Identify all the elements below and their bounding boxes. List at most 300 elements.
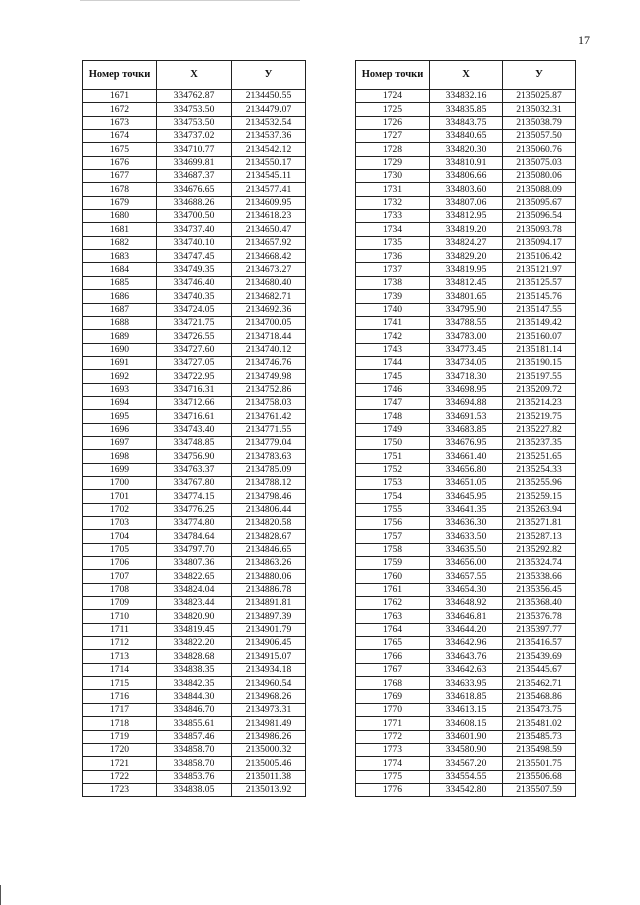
table-row — [83, 730, 306, 743]
cell-y: 2134577.41 — [232, 183, 306, 196]
cell-point-number: 1731 — [356, 183, 430, 196]
cell-y: 2134537.36 — [232, 130, 306, 143]
cell-x: 334661.40 — [430, 450, 503, 463]
cell-x: 334727.05 — [157, 356, 232, 369]
table-row — [356, 263, 576, 276]
cell-x: 334683.85 — [430, 423, 503, 436]
cell-x: 334753.50 — [157, 103, 232, 116]
coordinates-table-right — [355, 60, 576, 797]
cell-y: 2134532.54 — [232, 116, 306, 129]
cell-point-number: 1717 — [83, 703, 157, 716]
cell-point-number: 1737 — [356, 263, 430, 276]
cell-point-number: 1709 — [83, 597, 157, 610]
table-row — [356, 276, 576, 289]
cell-point-number: 1769 — [356, 690, 430, 703]
cell-point-number: 1699 — [83, 463, 157, 476]
cell-x: 334743.40 — [157, 423, 232, 436]
cell-x: 334855.61 — [157, 717, 232, 730]
cell-point-number: 1736 — [356, 250, 430, 263]
table-row — [356, 490, 576, 503]
cell-x: 334810.91 — [430, 156, 503, 169]
table-row — [83, 370, 306, 383]
table-row — [356, 503, 576, 516]
cell-point-number: 1750 — [356, 436, 430, 449]
header-y: У — [503, 61, 576, 90]
cell-y: 2135259.15 — [503, 490, 576, 503]
cell-point-number: 1725 — [356, 103, 430, 116]
cell-x: 334633.95 — [430, 677, 503, 690]
cell-y: 2134682.71 — [232, 290, 306, 303]
cell-point-number: 1765 — [356, 637, 430, 650]
cell-y: 2134783.63 — [232, 450, 306, 463]
cell-x: 334812.95 — [430, 210, 503, 223]
cell-point-number: 1676 — [83, 156, 157, 169]
cell-point-number: 1708 — [83, 583, 157, 596]
cell-x: 334807.36 — [157, 557, 232, 570]
cell-point-number: 1776 — [356, 783, 430, 796]
cell-point-number: 1675 — [83, 143, 157, 156]
cell-y: 2135160.07 — [503, 330, 576, 343]
cell-point-number: 1679 — [83, 196, 157, 209]
cell-x: 334542.80 — [430, 783, 503, 796]
cell-x: 334819.45 — [157, 623, 232, 636]
cell-x: 334698.95 — [430, 383, 503, 396]
cell-point-number: 1754 — [356, 490, 430, 503]
cell-y: 2135324.74 — [503, 557, 576, 570]
table-row — [83, 396, 306, 409]
cell-y: 2135237.35 — [503, 436, 576, 449]
table-row — [356, 757, 576, 770]
table-row — [356, 183, 576, 196]
cell-y: 2134788.12 — [232, 476, 306, 489]
table-row — [83, 690, 306, 703]
cell-y: 2134828.67 — [232, 530, 306, 543]
table-row — [83, 156, 306, 169]
cell-x: 334820.30 — [430, 143, 503, 156]
cell-point-number: 1692 — [83, 370, 157, 383]
cell-y: 2135462.71 — [503, 677, 576, 690]
cell-y: 2135287.13 — [503, 530, 576, 543]
cell-point-number: 1694 — [83, 396, 157, 409]
cell-x: 334838.05 — [157, 783, 232, 796]
cell-x: 334840.65 — [430, 130, 503, 143]
table-header-row — [356, 61, 576, 90]
table-row — [83, 303, 306, 316]
table-row — [83, 650, 306, 663]
cell-x: 334712.66 — [157, 396, 232, 409]
cell-point-number: 1760 — [356, 570, 430, 583]
table-row — [83, 503, 306, 516]
cell-point-number: 1712 — [83, 637, 157, 650]
table-row — [356, 623, 576, 636]
cell-y: 2134550.17 — [232, 156, 306, 169]
cell-point-number: 1745 — [356, 370, 430, 383]
cell-point-number: 1720 — [83, 743, 157, 756]
cell-y: 2134650.47 — [232, 223, 306, 236]
cell-x: 334828.68 — [157, 650, 232, 663]
table-row — [356, 517, 576, 530]
cell-x: 334613.15 — [430, 703, 503, 716]
cell-y: 2135376.78 — [503, 610, 576, 623]
cell-x: 334749.35 — [157, 263, 232, 276]
cell-x: 334823.44 — [157, 597, 232, 610]
cell-y: 2134785.09 — [232, 463, 306, 476]
cell-point-number: 1707 — [83, 570, 157, 583]
table-row — [83, 530, 306, 543]
table-row — [356, 356, 576, 369]
table-row — [356, 557, 576, 570]
cell-point-number: 1748 — [356, 410, 430, 423]
cell-y: 2134542.12 — [232, 143, 306, 156]
table-row — [356, 770, 576, 783]
cell-x: 334838.35 — [157, 663, 232, 676]
cell-x: 334819.95 — [430, 263, 503, 276]
cell-y: 2134771.55 — [232, 423, 306, 436]
table-row — [356, 236, 576, 249]
cell-point-number: 1681 — [83, 223, 157, 236]
cell-y: 2135397.77 — [503, 623, 576, 636]
cell-y: 2134545.11 — [232, 170, 306, 183]
cell-y: 2134986.26 — [232, 730, 306, 743]
cell-y: 2134657.92 — [232, 236, 306, 249]
table-row — [83, 583, 306, 596]
table-row — [356, 156, 576, 169]
table-row — [83, 770, 306, 783]
cell-point-number: 1758 — [356, 543, 430, 556]
cell-y: 2135094.17 — [503, 236, 576, 249]
cell-y: 2135356.45 — [503, 583, 576, 596]
cell-point-number: 1746 — [356, 383, 430, 396]
cell-x: 334835.85 — [430, 103, 503, 116]
cell-point-number: 1775 — [356, 770, 430, 783]
cell-x: 334806.66 — [430, 170, 503, 183]
table-header-row — [83, 61, 306, 90]
table-row — [83, 450, 306, 463]
cell-x: 334753.50 — [157, 116, 232, 129]
cell-point-number: 1764 — [356, 623, 430, 636]
table-row — [356, 90, 576, 103]
cell-x: 334635.50 — [430, 543, 503, 556]
table-row — [356, 597, 576, 610]
table-row — [356, 103, 576, 116]
cell-x: 334699.81 — [157, 156, 232, 169]
cell-x: 334807.06 — [430, 196, 503, 209]
cell-y: 2134740.12 — [232, 343, 306, 356]
cell-x: 334642.96 — [430, 637, 503, 650]
cell-x: 334601.90 — [430, 730, 503, 743]
cell-x: 334774.80 — [157, 517, 232, 530]
cell-point-number: 1702 — [83, 503, 157, 516]
cell-x: 334656.00 — [430, 557, 503, 570]
cell-y: 2134981.49 — [232, 717, 306, 730]
cell-point-number: 1691 — [83, 356, 157, 369]
cell-x: 334853.76 — [157, 770, 232, 783]
cell-point-number: 1756 — [356, 517, 430, 530]
table-row — [83, 410, 306, 423]
cell-x: 334843.75 — [430, 116, 503, 129]
cell-y: 2134846.65 — [232, 543, 306, 556]
cell-point-number: 1684 — [83, 263, 157, 276]
cell-point-number: 1719 — [83, 730, 157, 743]
cell-y: 2135507.59 — [503, 783, 576, 796]
cell-x: 334608.15 — [430, 717, 503, 730]
cell-y: 2135096.54 — [503, 210, 576, 223]
cell-x: 334740.10 — [157, 236, 232, 249]
cell-y: 2135080.06 — [503, 170, 576, 183]
cell-x: 334676.95 — [430, 436, 503, 449]
table-row — [356, 436, 576, 449]
cell-point-number: 1689 — [83, 330, 157, 343]
cell-point-number: 1722 — [83, 770, 157, 783]
cell-y: 2135060.76 — [503, 143, 576, 156]
cell-point-number: 1766 — [356, 650, 430, 663]
cell-point-number: 1759 — [356, 557, 430, 570]
table-row — [356, 383, 576, 396]
table-row — [356, 370, 576, 383]
cell-point-number: 1723 — [83, 783, 157, 796]
table-row — [356, 330, 576, 343]
cell-point-number: 1696 — [83, 423, 157, 436]
cell-y: 2135057.50 — [503, 130, 576, 143]
cell-x: 334654.30 — [430, 583, 503, 596]
table-row — [83, 356, 306, 369]
header-y: У — [232, 61, 306, 90]
cell-y: 2135106.42 — [503, 250, 576, 263]
cell-point-number: 1761 — [356, 583, 430, 596]
table-row — [83, 250, 306, 263]
cell-y: 2134897.39 — [232, 610, 306, 623]
cell-point-number: 1738 — [356, 276, 430, 289]
cell-x: 334691.53 — [430, 410, 503, 423]
cell-point-number: 1728 — [356, 143, 430, 156]
cell-point-number: 1724 — [356, 90, 430, 103]
cell-point-number: 1767 — [356, 663, 430, 676]
cell-x: 334727.60 — [157, 343, 232, 356]
table-row — [83, 463, 306, 476]
cell-x: 334801.65 — [430, 290, 503, 303]
cell-point-number: 1733 — [356, 210, 430, 223]
cell-y: 2134906.45 — [232, 637, 306, 650]
cell-point-number: 1701 — [83, 490, 157, 503]
cell-x: 334820.90 — [157, 610, 232, 623]
cell-x: 334797.70 — [157, 543, 232, 556]
cell-y: 2134479.07 — [232, 103, 306, 116]
cell-point-number: 1711 — [83, 623, 157, 636]
table-row — [83, 517, 306, 530]
cell-y: 2135251.65 — [503, 450, 576, 463]
cell-x: 334700.50 — [157, 210, 232, 223]
table-row — [83, 637, 306, 650]
cell-point-number: 1743 — [356, 343, 430, 356]
cell-y: 2135088.09 — [503, 183, 576, 196]
cell-point-number: 1715 — [83, 677, 157, 690]
cell-x: 334644.20 — [430, 623, 503, 636]
cell-y: 2135445.67 — [503, 663, 576, 676]
cell-x: 334645.95 — [430, 490, 503, 503]
table-row — [356, 637, 576, 650]
table-row — [356, 476, 576, 489]
cell-y: 2135147.55 — [503, 303, 576, 316]
cell-x: 334824.04 — [157, 583, 232, 596]
table-row — [83, 196, 306, 209]
table-row — [356, 463, 576, 476]
header-x: X — [157, 61, 232, 90]
cell-point-number: 1732 — [356, 196, 430, 209]
table-row — [356, 196, 576, 209]
table-row — [83, 423, 306, 436]
cell-x: 334857.46 — [157, 730, 232, 743]
cell-point-number: 1704 — [83, 530, 157, 543]
cell-x: 334641.35 — [430, 503, 503, 516]
cell-x: 334767.80 — [157, 476, 232, 489]
cell-x: 334580.90 — [430, 743, 503, 756]
cell-y: 2135214.23 — [503, 396, 576, 409]
page-top-edge-line — [80, 0, 300, 1]
cell-y: 2135013.92 — [232, 783, 306, 796]
cell-point-number: 1695 — [83, 410, 157, 423]
cell-point-number: 1757 — [356, 530, 430, 543]
table-row — [356, 450, 576, 463]
cell-point-number: 1700 — [83, 476, 157, 489]
cell-y: 2134761.42 — [232, 410, 306, 423]
page-number: 17 — [578, 33, 590, 47]
table-row — [356, 210, 576, 223]
header-point-number: Номер точки — [83, 61, 157, 90]
cell-point-number: 1718 — [83, 717, 157, 730]
header-point-number: Номер точки — [356, 61, 430, 90]
cell-point-number: 1678 — [83, 183, 157, 196]
cell-x: 334656.80 — [430, 463, 503, 476]
table-row — [83, 743, 306, 756]
cell-y: 2135093.78 — [503, 223, 576, 236]
table-row — [356, 223, 576, 236]
cell-x: 334687.37 — [157, 170, 232, 183]
cell-point-number: 1703 — [83, 517, 157, 530]
table-row — [356, 663, 576, 676]
table-row — [356, 396, 576, 409]
cell-y: 2135095.67 — [503, 196, 576, 209]
cell-point-number: 1749 — [356, 423, 430, 436]
cell-point-number: 1744 — [356, 356, 430, 369]
cell-point-number: 1739 — [356, 290, 430, 303]
cell-point-number: 1680 — [83, 210, 157, 223]
cell-y: 2135145.76 — [503, 290, 576, 303]
cell-y: 2135197.55 — [503, 370, 576, 383]
cell-point-number: 1770 — [356, 703, 430, 716]
cell-x: 334694.88 — [430, 396, 503, 409]
cell-y: 2134749.98 — [232, 370, 306, 383]
cell-y: 2135439.69 — [503, 650, 576, 663]
cell-y: 2135254.33 — [503, 463, 576, 476]
cell-y: 2135368.40 — [503, 597, 576, 610]
coordinates-table-left — [82, 60, 306, 797]
cell-y: 2135000.32 — [232, 743, 306, 756]
cell-x: 334822.65 — [157, 570, 232, 583]
table-row — [83, 610, 306, 623]
cell-point-number: 1713 — [83, 650, 157, 663]
cell-point-number: 1773 — [356, 743, 430, 756]
table-row — [83, 663, 306, 676]
cell-y: 2135032.31 — [503, 103, 576, 116]
table-row — [356, 583, 576, 596]
cell-y: 2134680.40 — [232, 276, 306, 289]
table-row — [356, 677, 576, 690]
cell-x: 334774.15 — [157, 490, 232, 503]
cell-point-number: 1735 — [356, 236, 430, 249]
cell-point-number: 1683 — [83, 250, 157, 263]
cell-point-number: 1742 — [356, 330, 430, 343]
table-row — [83, 677, 306, 690]
table-row — [83, 103, 306, 116]
table-row — [356, 143, 576, 156]
cell-x: 334812.45 — [430, 276, 503, 289]
cell-y: 2135255.96 — [503, 476, 576, 489]
cell-y: 2135501.75 — [503, 757, 576, 770]
header-x: X — [430, 61, 503, 90]
cell-y: 2135227.82 — [503, 423, 576, 436]
cell-y: 2134700.05 — [232, 316, 306, 329]
cell-point-number: 1688 — [83, 316, 157, 329]
cell-y: 2135473.75 — [503, 703, 576, 716]
cell-x: 334824.27 — [430, 236, 503, 249]
table-row — [356, 690, 576, 703]
cell-point-number: 1721 — [83, 757, 157, 770]
cell-y: 2134806.44 — [232, 503, 306, 516]
cell-point-number: 1762 — [356, 597, 430, 610]
cell-point-number: 1771 — [356, 717, 430, 730]
cell-x: 334773.45 — [430, 343, 503, 356]
cell-x: 334734.05 — [430, 356, 503, 369]
cell-x: 334737.40 — [157, 223, 232, 236]
table-row — [83, 210, 306, 223]
table-row — [83, 183, 306, 196]
table-row — [83, 223, 306, 236]
table-row — [356, 743, 576, 756]
table-row — [83, 570, 306, 583]
cell-x: 334651.05 — [430, 476, 503, 489]
cell-x: 334748.85 — [157, 436, 232, 449]
cell-x: 334688.26 — [157, 196, 232, 209]
cell-x: 334756.90 — [157, 450, 232, 463]
cell-point-number: 1674 — [83, 130, 157, 143]
cell-point-number: 1693 — [83, 383, 157, 396]
cell-x: 334784.64 — [157, 530, 232, 543]
cell-x: 334726.55 — [157, 330, 232, 343]
cell-point-number: 1682 — [83, 236, 157, 249]
cell-point-number: 1686 — [83, 290, 157, 303]
cell-y: 2134450.55 — [232, 90, 306, 103]
table-row — [83, 263, 306, 276]
cell-point-number: 1763 — [356, 610, 430, 623]
cell-y: 2135271.81 — [503, 517, 576, 530]
cell-point-number: 1710 — [83, 610, 157, 623]
table-row — [356, 717, 576, 730]
cell-y: 2134752.86 — [232, 383, 306, 396]
cell-x: 334633.50 — [430, 530, 503, 543]
cell-x: 334803.60 — [430, 183, 503, 196]
table-row — [356, 703, 576, 716]
table-row — [83, 783, 306, 796]
cell-point-number: 1673 — [83, 116, 157, 129]
cell-point-number: 1671 — [83, 90, 157, 103]
cell-y: 2135498.59 — [503, 743, 576, 756]
cell-y: 2134673.27 — [232, 263, 306, 276]
cell-point-number: 1672 — [83, 103, 157, 116]
cell-y: 2135125.57 — [503, 276, 576, 289]
cell-x: 334822.20 — [157, 637, 232, 650]
table-row — [83, 116, 306, 129]
cell-y: 2134758.03 — [232, 396, 306, 409]
